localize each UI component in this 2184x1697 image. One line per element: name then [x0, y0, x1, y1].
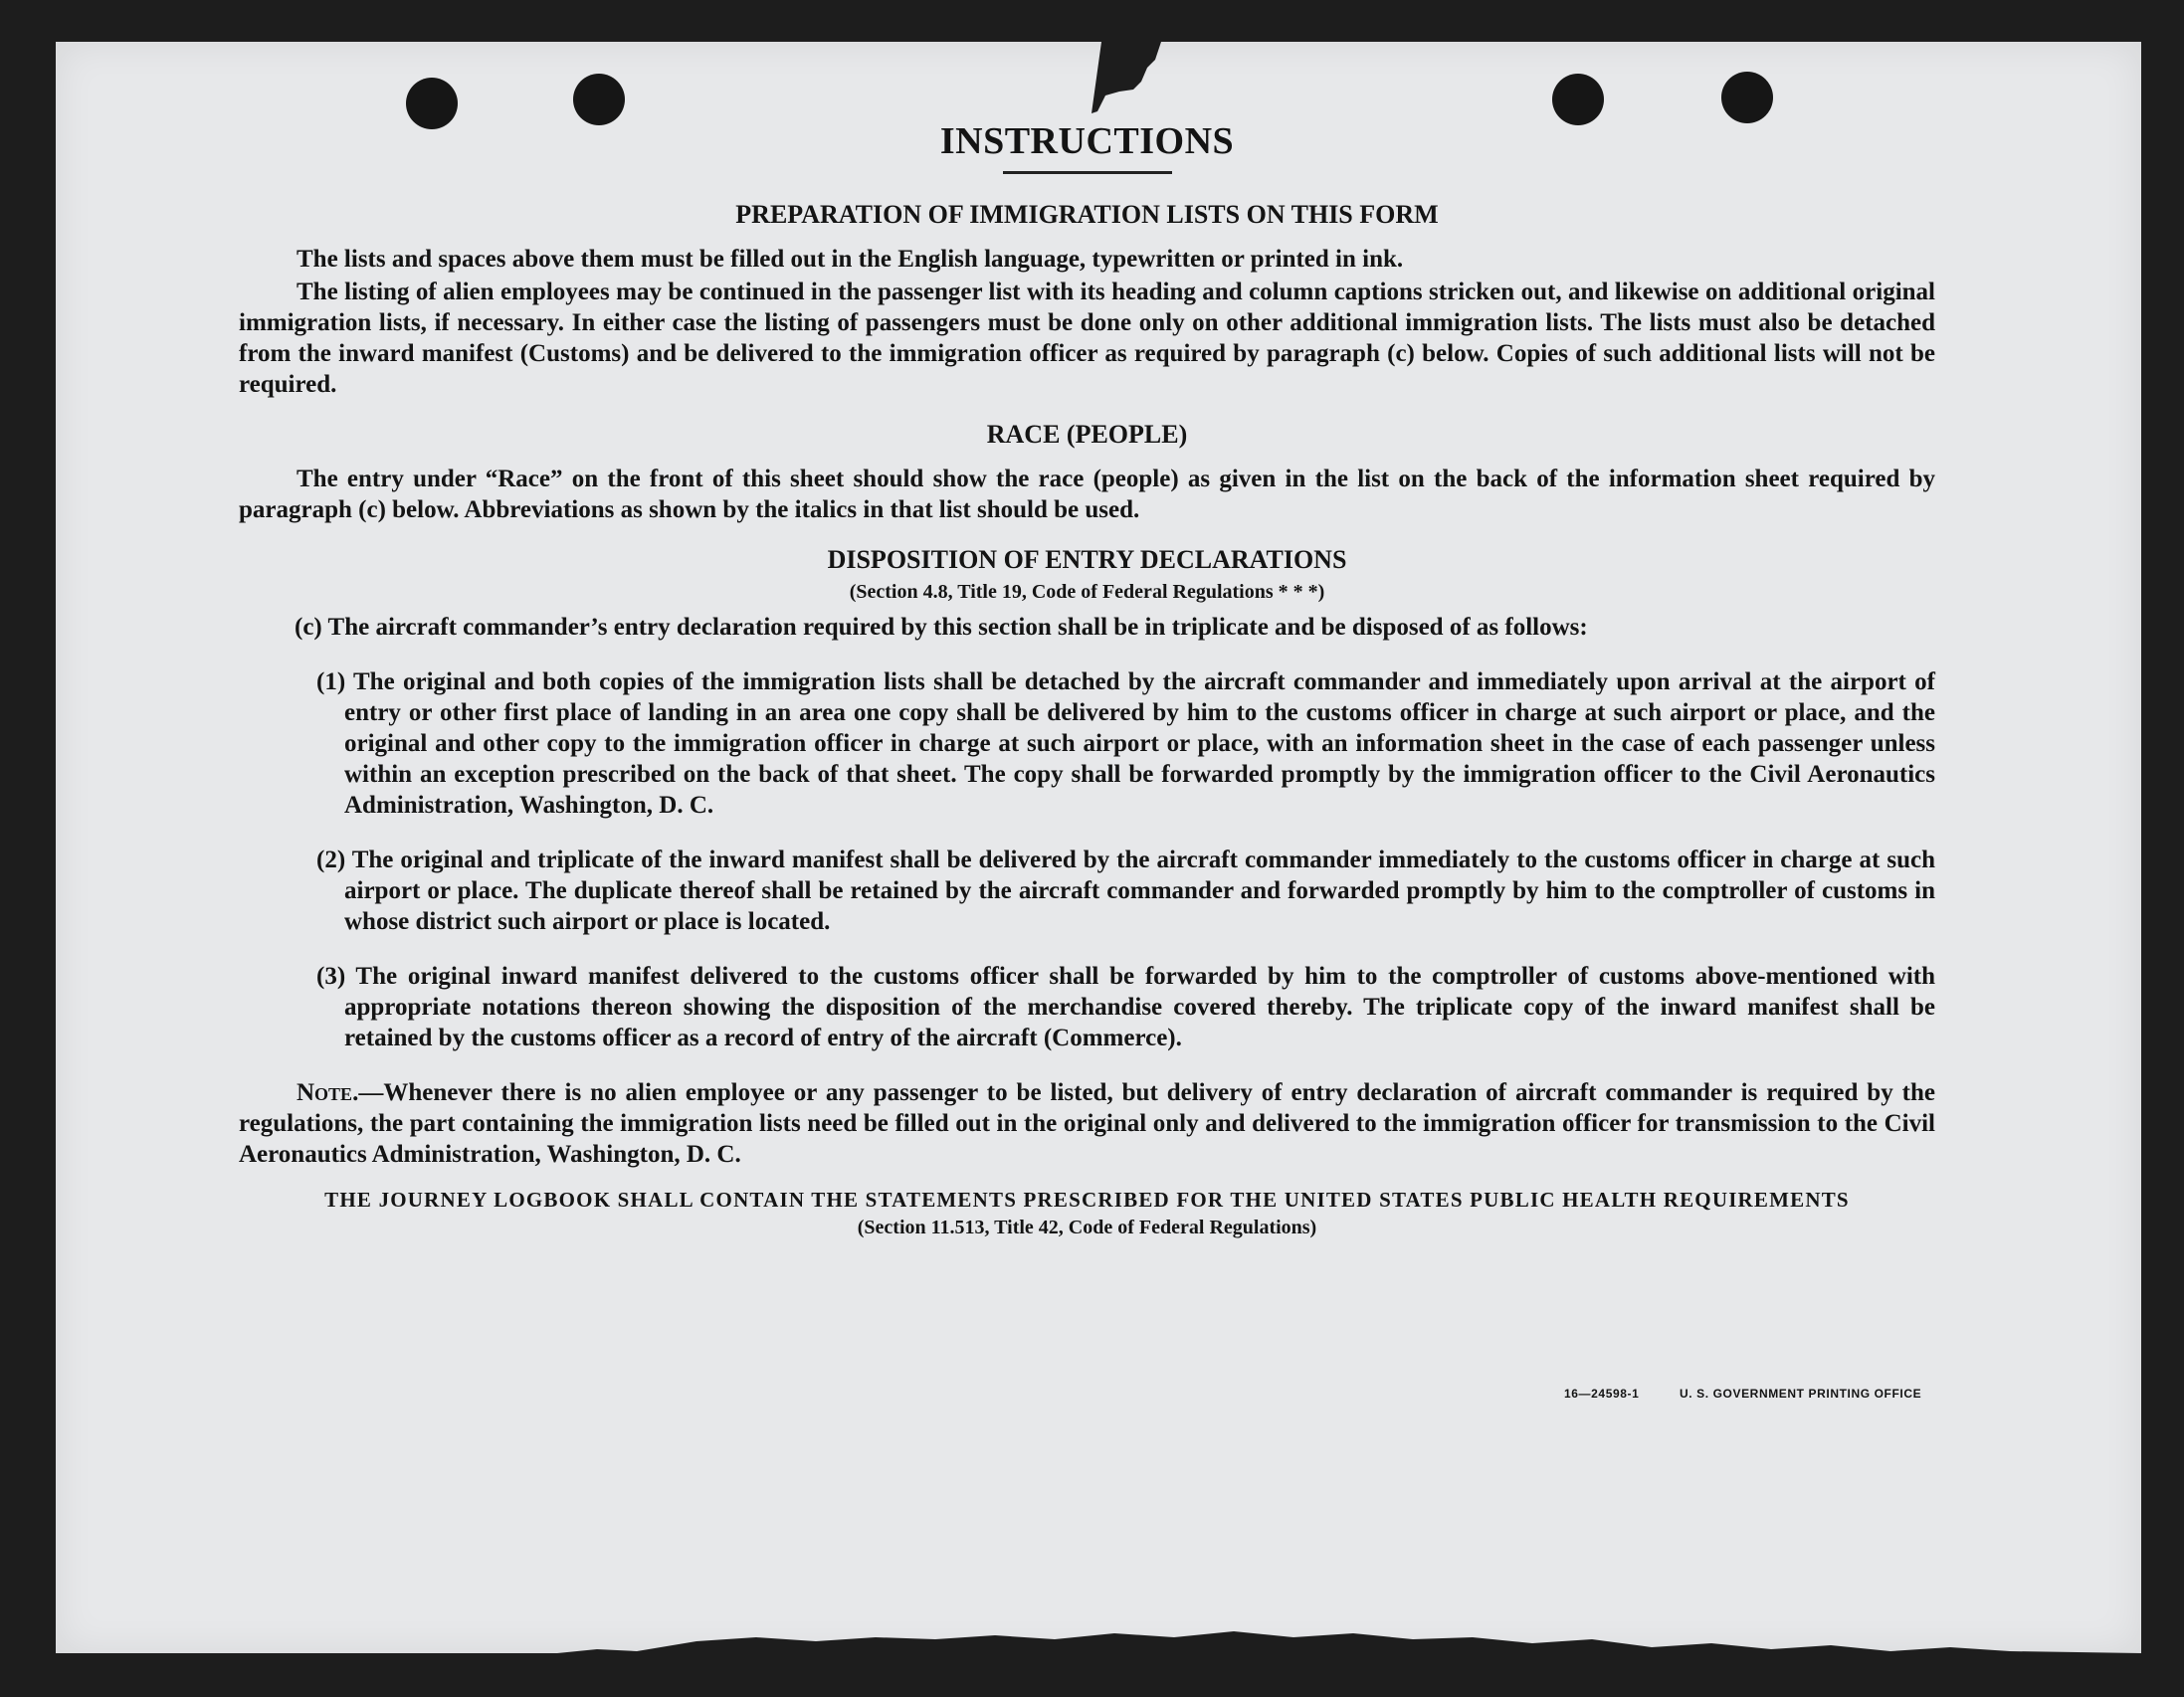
disposition-item-2: (2) The original and triplicate of the inward manifest shall be delivered by the aircraft commander immediately to the customs officer in charge at such airport or place. The duplicate thereof shall be retained by the aircraft commander and forwarded promptly by him to the comptroller of customs in whose district such airport or place is located. — [316, 847, 1935, 935]
instructions-body — [239, 119, 1935, 1239]
disposition-citation: (Section 4.8, Title 19, Code of Federal Regulations * * *) — [849, 581, 1325, 603]
printer-imprint: U. S. GOVERNMENT PRINTING OFFICE — [1680, 1387, 1922, 1401]
logbook-requirement-heading: THE JOURNEY LOGBOOK SHALL CONTAIN THE STATEMENTS PRESCRIBED FOR THE UNITED STATES PUBLIC HEALTH REQUIREMENTS — [324, 1188, 1850, 1212]
paragraph-race: The entry under “Race” on the front of this sheet should show the race (people) as given in the list on the back of the information sheet required by paragraph (c) below. Abbreviations as shown by the italics in that list should be used. — [239, 466, 1935, 523]
torn-notch — [1090, 42, 1169, 121]
note-label: Note. — [297, 1079, 359, 1106]
section-heading-preparation: PREPARATION OF IMMIGRATION LISTS ON THIS FORM — [735, 200, 1439, 229]
note-text: —Whenever there is no alien employee or any passenger to be listed, but delivery of entry declaration of aircraft commander is required by the regulations, the part containing the immigration lists need be filled out in the original only and delivered to the immigration officer for transmission to the Civil Aeronautics Administration, Washington, D. C. — [239, 1079, 1935, 1168]
punch-hole-left-2 — [573, 74, 625, 125]
title-underline — [1003, 171, 1172, 174]
disposition-item-3: (3) The original inward manifest delivered to the customs officer shall be forwarded by him to the comptroller of customs above-mentioned with appropriate notations thereon showing the disposition of the merchandise covered thereby. The triplicate copy of the inward manifest shall be retained by the customs officer as a record of entry of the aircraft (Commerce). — [316, 963, 1935, 1051]
disposition-item-1: (1) The original and both copies of the immigration lists shall be detached by the aircraft commander and immediately upon arrival at the airport of entry or other first place of landing in an area one copy shall be delivered by him to the customs officer in charge at such airport or place, and the original and other copy to the immigration officer in charge at such airport or place, with an information sheet in the case of each passenger unless within an exception prescribed on the back of that sheet. The copy shall be forwarded promptly by the immigration officer to the Civil Aeronautics Administration, Washington, D. C. — [316, 668, 1935, 819]
section-heading-race: RACE (PEOPLE) — [986, 420, 1188, 449]
paragraph-disposition-intro: (c) The aircraft commander’s entry declaration required by this section shall be in triplicate and be disposed of as follows: — [295, 614, 1588, 641]
logbook-citation: (Section 11.513, Title 42, Code of Federal Regulations) — [857, 1217, 1317, 1238]
torn-bottom-edge — [0, 1592, 2184, 1697]
form-number: 16—24598-1 — [1564, 1387, 1640, 1401]
note-paragraph — [239, 1077, 1935, 1170]
page-title: INSTRUCTIONS — [939, 120, 1235, 162]
punch-hole-right-1 — [1552, 74, 1604, 125]
paragraph-preparation-2: The listing of alien employees may be continued in the passenger list with its heading and column captions stricken out, and likewise on additional original immigration lists, if necessary. In either case the listing of passengers must be done only on other additional immigration lists. The lists must also be detached from the inward manifest (Customs) and be delivered to the immigration officer as required by paragraph (c) below. Copies of such additional lists will not be required. — [239, 279, 1935, 398]
section-heading-disposition: DISPOSITION OF ENTRY DECLARATIONS — [827, 545, 1347, 574]
paragraph-preparation-1: The lists and spaces above them must be filled out in the English language, typewritten or printed in ink. — [297, 246, 1404, 273]
punch-hole-right-2 — [1721, 72, 1773, 123]
